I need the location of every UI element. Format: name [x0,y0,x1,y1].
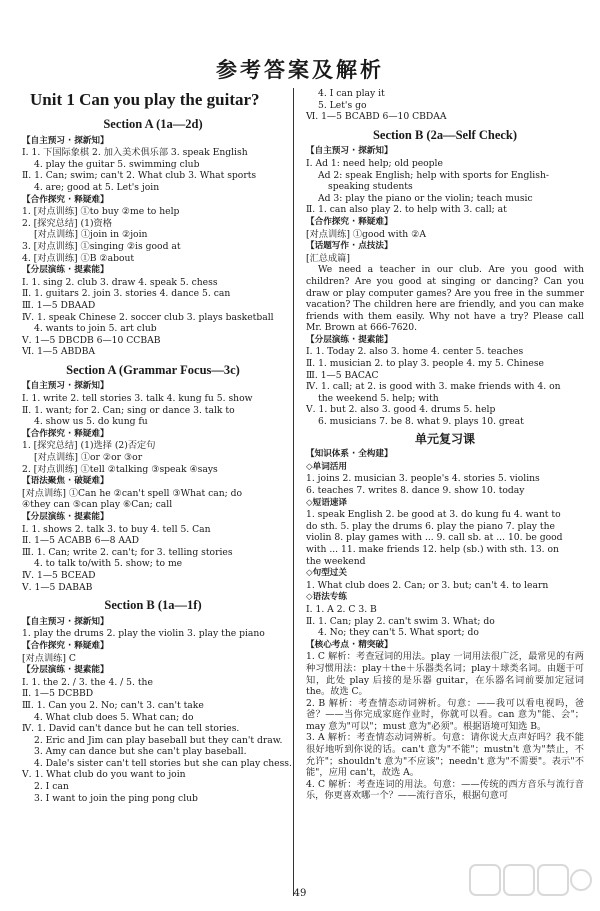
category-heading: 【合作探究 · 释疑难】 [22,194,109,205]
watermark-logo-icon [468,861,594,905]
unit-title: Unit 1 Can you play the guitar? [30,90,260,109]
answer-line: 4. Dale's sister can't tell stories but she can play chess. [34,757,292,769]
category-heading: ◇单词活用 [306,461,347,472]
answer-line: 4. I can play it [318,88,385,99]
answer-line: Ⅰ. 1. sing 2. club 3. draw 4. speak 5. chess [22,276,218,288]
answer-line: Ⅳ. 1. David can't dance but he can tell stories. [22,723,240,735]
category-heading: 【自主预习 · 探新知】 [22,135,109,146]
answer-line: [对点训练] ①Can he ②can't spell ③What can; do [22,487,243,499]
category-heading: ◇句型过关 [306,568,347,579]
category-heading: ◇短语速译 [306,497,347,508]
answer-line: [汇总成篇] [306,252,350,264]
category-heading: 【合作探究 · 释疑难】 [306,216,393,227]
answer-line: Ⅱ. 1—5 ACABB 6—8 AAD [22,535,140,547]
answer-line: Ⅵ. 1—5 ABDBA [22,346,96,358]
answer-line: Ⅲ. 1. Can; write 2. can't; for 3. telling stories [22,546,233,558]
answer-line: Ⅴ. 1. What club do you want to join [22,769,186,781]
answer-line: [对点训练] ①join in ②join [34,229,148,241]
answer-line: Ⅲ. 1—5 BACAC [306,369,379,381]
answer-line: [对点训练] ①good with ②A [306,228,426,240]
category-heading: 【核心考点 · 精突破】 [306,639,393,650]
answer-line: with ... 11. make friends 12. help (sb.) with sth. 13. on [306,543,559,555]
answer-line: Ⅱ. 1. musician 2. to play 3. people 4. my 5. Chinese [306,358,544,370]
answer-line: 3. Amy can dance but she can't play baseball. [34,746,247,758]
answer-line: 4. play the guitar 5. swimming club [34,158,200,170]
answer-line: Ⅴ. 1—5 DABAB [22,581,93,593]
answer-line: 4. [对点训练] ①B ②about [22,252,135,264]
answer-line: Ⅳ. 1. call; at 2. is good with 3. make friends with 4. on [306,381,561,393]
answer-line: Ⅴ. 1—5 DBCDB 6—10 CCBAB [22,334,161,346]
answer-line: Ⅱ. 1. can also play 2. to help with 3. call; at [306,204,507,216]
page-number: 49 [293,888,307,899]
answer-line: 6. teaches 7. writes 8. dance 9. show 10. today [306,485,525,496]
right-column [306,88,584,802]
answer-line: Ad 3: play the piano or the violin; teach music [318,192,533,204]
answer-line: 6. musicians 7. be 8. what 9. plays 10. great [318,416,524,428]
category-heading: 【知识体系 · 全构建】 [306,449,393,460]
answer-line: 2. [探究总结] (1)资格 [22,217,112,229]
answer-line: 1. play the drums 2. play the violin 3. play the piano [22,628,265,640]
answer-line: Ⅱ. 1. guitars 2. join 3. stories 4. dance 5. can [22,288,231,300]
column-divider [293,88,294,896]
sample-essay: We need a teacher in our club. Are you good with children? Are you good at singing or dancing? Can you draw or play computer games? Are you free in the summer vacation? The children here are friendly, and you can make friends with them easily. Why not have a try? Please call Mr. Brown at 666-7620. [306,264,584,334]
section-heading: Section B (2a—Self Check) [372,127,518,142]
answer-line: 1. What club does 2. Can; or 3. but; can't 4. to learn [306,579,549,591]
explanation-paragraph: 1. C 解析：考查冠词的用法。play 一词用法很广泛，最常见的有两种习惯用法：play＋the＋乐器类名词；play＋球类名词。由题干可知，此处 play 后接的是乐器 guitar，在乐器名词前要加定冠词 the。故选 C。 [306,651,584,698]
page-title: 参考答案及解析 [216,58,384,82]
category-heading: 【分层演练 · 提素能】 [22,265,109,276]
answer-line: Ⅲ. 1—5 DBAAD [22,299,96,311]
answer-line: 1. joins 2. musician 3. people's 4. stories 5. violins [306,473,540,485]
answer-line: 4. What club does 5. What can; do [34,711,194,723]
review-heading: 单元复习课 [414,431,475,446]
answer-line: 4. are; good at 5. Let's join [34,181,160,193]
answer-line: Ⅲ. 1. Can you 2. No; can't 3. can't take [22,699,204,711]
category-heading: 【话题写作 · 点技法】 [306,241,393,252]
answer-line: the weekend [306,555,366,567]
answer-line: Ⅰ. 1. write 2. tell stories 3. talk 4. kung fu 5. show [22,393,253,405]
answer-line: Ⅴ. 1. but 2. also 3. good 4. drums 5. help [306,404,496,416]
category-heading: 【自主预习 · 探新知】 [22,616,109,627]
answer-line: do sth. 5. play the drums 6. play the piano 7. play the [306,520,555,532]
answer-line: Ⅱ. 1. Can; swim; can't 2. What club 3. What sports [22,170,257,182]
answer-line: ④they can ⑤can play ⑥Can; call [22,499,173,511]
answer-line: Ⅱ. 1. want; for 2. Can; sing or dance 3. talk to [22,404,235,416]
answer-line: Ⅱ. 1. Can; play 2. can't swim 3. What; do [306,615,495,627]
answer-line: 4. show us 5. do kung fu [34,416,148,428]
answer-line: 2. Eric and Jim can play baseball but they can't draw. [34,734,283,746]
answer-line: Ⅳ. 1. speak Chinese 2. soccer club 3. plays basketball [22,311,274,323]
category-heading: 【合作探究 · 释疑难】 [22,428,109,439]
answer-line: 5. Let's go [318,99,367,111]
category-heading: ◇语法专练 [306,592,347,603]
answer-line: 1. [探究总结] (1)选择 (2)否定句 [22,440,156,452]
answer-line: Ⅰ. 1. shows 2. talk 3. to buy 4. tell 5. Can [22,523,211,535]
answer-line: 1. [对点训练] ①to buy ②me to help [22,206,180,218]
answer-line: Ⅵ. 1—5 BCABD 6—10 CBDAA [306,111,447,123]
category-heading: 【分层演练 · 提素能】 [22,512,109,522]
answer-line: Ⅰ. 1. the 2. / 3. the 4. / 5. the [22,676,153,688]
answer-line: 2. I can [34,781,69,793]
answer-line: 4. No; they can't 5. What sport; do [318,627,479,639]
answer-line: the weekend 5. help; with [318,392,439,404]
answer-line: Ⅳ. 1—5 BCEAD [22,569,96,581]
answer-line: 4. wants to join 5. art club [34,323,157,335]
explanation-paragraph: 3. A 解析：考查情态动词辨析。句意：请你说大点声好吗？我不能很好地听到你说的话。can't 意为"不能"；mustn't 意为"禁止，不允许"；shouldn't 意为"不应该"；needn't 意为"不需要"。表示"不能"，应用 can't，故选 A。 [306,732,584,779]
answer-line: Ad 2: speak English; help with sports for English- [318,169,549,181]
category-heading: 【自主预习 · 探新知】 [306,146,393,157]
section-heading: Section A (Grammar Focus—3c) [66,362,240,377]
answer-line: Ⅰ. 1. A 2. C 3. B [306,603,377,615]
answer-line: 1. speak English 2. be good at 3. do kung fu 4. want to [306,509,561,521]
category-heading: 【语法聚焦 · 破疑难】 [22,476,109,487]
category-heading: 【分层演练 · 提素能】 [22,665,109,676]
answer-line: 4. to talk to/with 5. show; to me [34,558,183,570]
section-heading: Section B (1a—1f) [104,598,202,613]
answer-line: speaking students [328,181,413,193]
answer-line: Ⅱ. 1—5 DCBBD [22,688,94,700]
explanation-paragraph: 2. B 解析：考查情态动词辨析。句意：——我可以看电视吗，爸爸？——当你完成家庭作业时，你就可以看。can 意为"能、会"；may 意为"可以"；must 意为"必须"。根据语境可知选 B。 [306,697,584,732]
category-heading: 【合作探究 · 释疑难】 [22,640,109,651]
explanation-paragraph: 4. C 解析：考查连词的用法。句意：——传统的西方音乐与流行音乐，你更喜欢哪一个？——流行音乐，根据句意可 [306,778,584,802]
answer-line: 2. [对点训练] ①tell ②talking ③speak ④says [22,463,218,475]
left-column [22,112,292,804]
answer-line: Ⅰ. 1. 下国际象棋 2. 加入美术俱乐部 3. speak English [22,147,248,159]
answer-line: [对点训练] ①or ②or ③or [34,452,143,464]
category-heading: 【分层演练 · 提素能】 [306,334,393,345]
answer-line: 3. I want to join the ping pong club [34,792,198,804]
answer-line: [对点训练] C [22,652,76,664]
answer-line: Ⅰ. 1. Today 2. also 3. home 4. center 5. teaches [306,346,524,358]
answer-line: Ⅰ. Ad 1: need help; old people [306,157,443,169]
category-heading: 【自主预习 · 探新知】 [22,381,109,392]
answer-line: violin 8. play games with ... 9. call sb. at ... 10. be good [306,532,563,544]
answer-line: 3. [对点训练] ①singing ②is good at [22,240,181,252]
section-heading: Section A (1a—2d) [103,117,203,131]
